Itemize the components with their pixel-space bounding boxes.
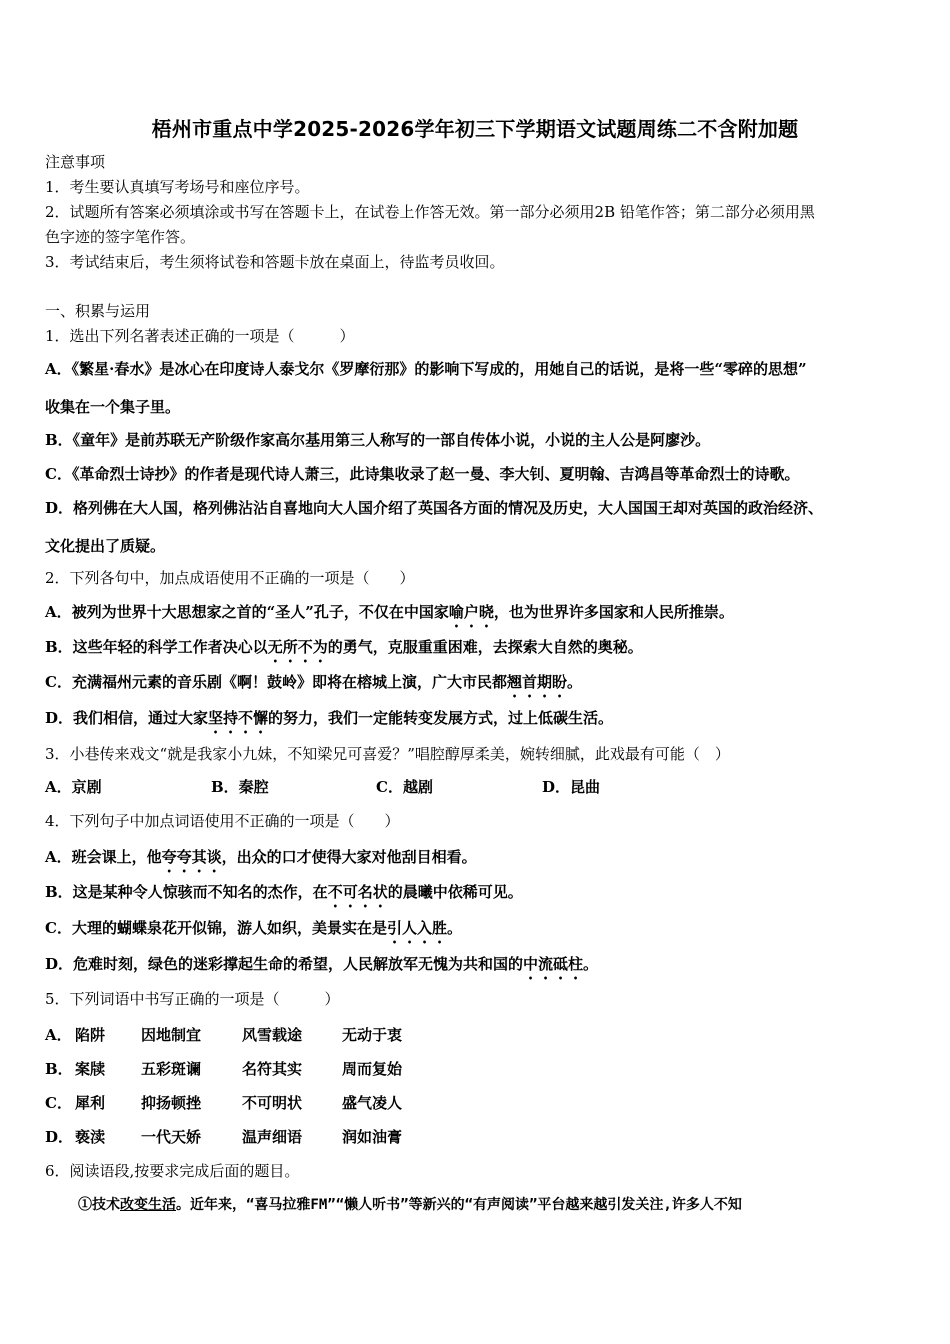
q5-row-d-label: D． <box>45 1128 74 1146</box>
q5-row-a-label: A． <box>45 1026 72 1044</box>
q2-option-b: B．这些年轻的科学工作者决心以无所不为的勇气，克服重重困难，去探索大自然的奥秘。 <box>45 638 643 656</box>
emphasis-word: 坚持不懈 <box>208 709 269 727</box>
q3-option-c: C．越剧 <box>376 778 433 796</box>
q6-passage-line: ①技术改变生活。近年来，“喜马拉雅FM”“懒人听书”等新兴的“有声阅读”平台越来越引发关注,许多人不知 <box>78 1197 742 1213</box>
emphasis-word: 无所不为 <box>267 638 328 656</box>
q1-stem: 1．选出下列名著表述正确的一项是（ ） <box>45 327 355 345</box>
q5-row-c-word: 不可明状 <box>242 1094 303 1112</box>
emphasis-word: 引人入胜 <box>386 919 447 937</box>
page-title: 梧州市重点中学2025-2026学年初三下学期语文试题周练二不含附加题 <box>151 117 799 141</box>
q5-row-d-word: 亵渎 <box>75 1128 106 1146</box>
q1-option-a: A．《繁星·春水》是冰心在印度诗人泰戈尔《罗摩衍那》的影响下写成的，用她自己的话说，是将一些“零碎的思想” <box>45 360 807 378</box>
section-heading: 一、积累与运用 <box>45 302 151 320</box>
q5-row-b-word: 周而复始 <box>342 1060 403 1078</box>
q1-option-b: B．《童年》是前苏联无产阶级作家高尔基用第三人称写的一部自传体小说，小说的主人公是阿廖沙。 <box>45 431 711 449</box>
q4-option-b: B．这是某种令人惊骇而不知名的杰作，在不可名状的晨曦中依稀可见。 <box>45 883 523 901</box>
q2-stem: 2．下列各句中，加点成语使用不正确的一项是（ ） <box>45 569 415 587</box>
q5-stem: 5．下列词语中书写正确的一项是（ ） <box>45 990 340 1008</box>
q2-option-a: A．被列为世界十大思想家之首的“圣人”孔子，不仅在中国家喻户晓，也为世界许多国家和人民所推崇。 <box>45 603 734 621</box>
q3-option-b: B．秦腔 <box>211 778 269 796</box>
q5-row-c-word: 盛气凌人 <box>342 1094 403 1112</box>
q1-option-c: C．《革命烈士诗抄》的作者是现代诗人萧三，此诗集收录了赵一曼、李大钊、夏明翰、吉鸿昌等革命烈士的诗歌。 <box>45 465 800 483</box>
q1-option-d: D．格列佛在大人国，格列佛沾沾自喜地向大人国介绍了英国各方面的情况及历史，大人国国王却对英国的政治经济、 <box>45 499 824 517</box>
paragraph-number: ① <box>78 1197 92 1213</box>
q2-option-c: C．充满福州元素的音乐剧《啊！鼓岭》即将在榕城上演，广大市民都翘首期盼。 <box>45 673 582 691</box>
notice-item-2: 2．试题所有答案必须填涂或书写在答题卡上，在试卷上作答无效。第一部分必须用2B 铅笔作答；第二部分必须用黑 <box>45 203 815 221</box>
q5-row-b-word: 名符其实 <box>242 1060 303 1078</box>
q4-option-c: C．大理的蝴蝶泉花开似锦，游人如织，美景实在是引人入胜。 <box>45 919 462 937</box>
q6-stem: 6．阅读语段,按要求完成后面的题目。 <box>45 1162 300 1180</box>
q1-option-d-cont: 文化提出了质疑。 <box>45 537 166 555</box>
q3-stem: 3．小巷传来戏文“就是我家小九妹，不知梁兄可喜爱？”唱腔醇厚柔美，婉转细腻，此戏最有可能（ ） <box>45 745 730 763</box>
q5-row-d-word: 一代天娇 <box>141 1128 202 1146</box>
q3-option-d: D．昆曲 <box>542 778 601 796</box>
q5-row-c-word: 抑扬顿挫 <box>141 1094 202 1112</box>
q5-row-b-label: B． <box>45 1060 73 1078</box>
q5-row-c-word: 犀利 <box>75 1094 106 1112</box>
q1-option-a-cont: 收集在一个集子里。 <box>45 398 181 416</box>
q5-row-a-word: 风雪载途 <box>242 1026 303 1044</box>
q5-row-c-label: C． <box>45 1094 72 1112</box>
notice-item-2-cont: 色字迹的签字笔作答。 <box>45 228 196 246</box>
emphasis-word: 翘首期盼 <box>506 673 567 691</box>
emphasis-word: 中流砥柱 <box>523 955 584 973</box>
q5-row-d-word: 温声细语 <box>242 1128 303 1146</box>
q3-option-a: A．京剧 <box>45 778 102 796</box>
q4-stem: 4．下列句子中加点词语使用不正确的一项是（ ） <box>45 812 400 830</box>
q5-row-d-word: 润如油膏 <box>342 1128 403 1146</box>
q5-row-b-word: 五彩斑谰 <box>141 1060 202 1078</box>
notice-item-1: 1．考生要认真填写考场号和座位序号。 <box>45 178 310 196</box>
q2-option-d: D．我们相信，通过大家坚持不懈的努力，我们一定能转变发展方式，过上低碳生活。 <box>45 709 614 727</box>
emphasis-word: 喻户晓 <box>448 603 494 621</box>
q4-option-a: A．班会课上，他夸夸其谈，出众的口才使得大家对他刮目相看。 <box>45 848 477 866</box>
notice-item-3: 3．考试结束后，考生须将试卷和答题卡放在桌面上，待监考员收回。 <box>45 253 505 271</box>
q5-row-a-word: 无动于衷 <box>342 1026 403 1044</box>
q4-option-d: D．危难时刻，绿色的迷彩撑起生命的希望，人民解放军无愧为共和国的中流砥柱。 <box>45 955 599 973</box>
emphasis-word: 不可名状 <box>327 883 388 901</box>
q5-row-a-word: 因地制宜 <box>141 1026 202 1044</box>
q5-row-b-word: 案牍 <box>75 1060 106 1078</box>
notice-heading: 注意事项 <box>45 153 106 171</box>
q5-row-a-word: 陷阱 <box>75 1026 106 1044</box>
emphasis-word: 夸夸其谈 <box>161 848 222 866</box>
underlined-phrase: 改变生活 <box>120 1197 176 1213</box>
